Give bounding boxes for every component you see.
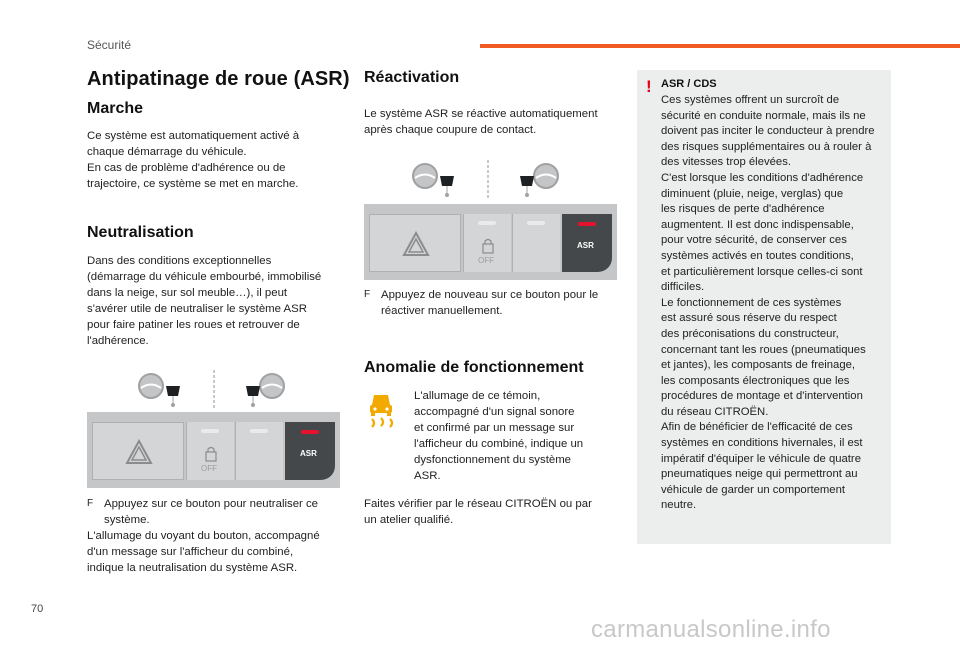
door-lock-icon	[481, 238, 495, 254]
heading-reactivation: Réactivation	[364, 69, 460, 86]
neutralisation-text: Dans des conditions exceptionnelles (démarrage du véhicule embourbé, immobilisé dans la neige, sur sol meuble…), il peut s'avérer utile de neutraliser le système ASR pour faire patiner les roues et retrouver de l'adhérence.	[87, 255, 322, 347]
note-text: Ces systèmes offrent un surcroît de sécurité en conduite normale, mais ils ne doivent pas inciter le conducteur à prendre des risques supplémentaires ou à rouler à des vitesses trop élevées. C'est lorsque les conditions d'adhérence diminuent (pluie, neige, verglas) que les risques de perte d'adhérence augmentent. Il est donc indispensable, pour votre sécurité, de conserver ces systèmes activés en toutes conditions, et particulièrement lorsque celles-ci sont difficiles. Le fonctionnement de ces systèmes est assuré sous réserve du respect des préconisations du constructeur, concernant tant les roues (pneumatiques et jantes), les composants de freinage, les composants électroniques que les procédures de montage et d'intervention du réseau CITROËN. Afin de bénéficier de l'efficacité de ces systèmes en conditions hivernales, il est impératif d'équiper le véhicule de quatre pneumatiques neige qui permettront au véhicule de garder un comportement neutre.	[661, 94, 875, 512]
indicator-led	[250, 429, 268, 433]
hazard-triangle-icon	[93, 423, 185, 481]
off-label: OFF	[478, 256, 494, 265]
header-accent-bar	[480, 44, 960, 48]
heading-marche: Marche	[87, 100, 144, 117]
door-lock-button	[186, 422, 234, 480]
asr-led-on	[578, 222, 596, 226]
reactivation-bullet-text: Appuyez de nouveau sur ce bouton pour le réactiver manuellement.	[381, 289, 599, 317]
hazard-triangle-icon	[370, 215, 462, 273]
indicator-led	[478, 221, 496, 225]
blank-button	[235, 422, 283, 480]
skid-warning-icon	[366, 393, 396, 431]
neutralisation-bullet	[87, 496, 349, 528]
asr-label: ASR	[577, 241, 594, 250]
indicator-led	[201, 429, 219, 433]
asr-label: ASR	[300, 449, 317, 458]
anomalie-text: L'allumage de ce témoin, accompagné d'un signal sonore et confirmé par un message sur l'afficheur du combiné, indique un dysfonctionnement du système ASR.	[414, 390, 584, 482]
asr-switch-panel-2	[364, 204, 617, 280]
heading-anomalie: Anomalie de fonctionnement	[364, 359, 584, 376]
indicator-led	[527, 221, 545, 225]
marche-text: Ce système est automatiquement activé à chaque démarrage du véhicule. En cas de problème d'adhérence ou de trajectoire, ce système se met en marche.	[87, 130, 300, 190]
exclamation-icon: !	[646, 77, 652, 96]
hazard-button	[92, 422, 184, 480]
bullet-arrow-icon: F	[87, 498, 94, 509]
section-label: Sécurité	[87, 38, 132, 52]
steering-wheel-illustration-2	[412, 158, 572, 200]
neutralisation-bullet-text: Appuyez sur ce bouton pour neutraliser ce système.	[104, 498, 319, 526]
neutralisation-after-text: L'allumage du voyant du bouton, accompagné d'un message sur l'afficheur du combiné, indique la neutralisation du système ASR.	[87, 530, 320, 574]
warning-note-box	[637, 70, 891, 544]
door-lock-button	[463, 214, 511, 272]
bullet-arrow-icon: F	[364, 289, 371, 300]
off-label: OFF	[201, 464, 217, 473]
note-title: ASR / CDS	[661, 78, 717, 90]
anomalie-after-text: Faites vérifier par le réseau CITROËN ou par un atelier qualifié.	[364, 498, 592, 526]
asr-switch-panel	[87, 412, 340, 488]
reactivation-bullet	[364, 287, 628, 319]
page-title: Antipatinage de roue (ASR)	[87, 68, 350, 90]
asr-button[interactable]	[562, 214, 612, 272]
reactivation-text: Le système ASR se réactive automatiquement après chaque coupure de contact.	[364, 108, 598, 136]
door-lock-icon	[204, 446, 218, 462]
hazard-button	[369, 214, 461, 272]
heading-neutralisation: Neutralisation	[87, 224, 194, 241]
watermark: carmanualsonline.info	[591, 616, 831, 643]
asr-button[interactable]	[285, 422, 335, 480]
page-number: 70	[31, 603, 44, 615]
asr-led-on	[301, 430, 319, 434]
blank-button	[512, 214, 560, 272]
steering-wheel-illustration	[138, 368, 298, 410]
